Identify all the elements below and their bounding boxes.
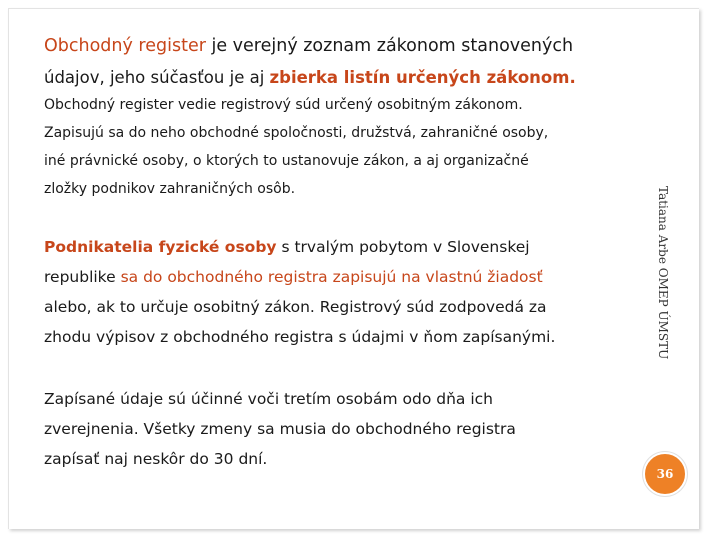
paragraph-2-line-4: zložky podnikov zahraničných osôb. (44, 181, 296, 197)
paragraph-4-line-2: zverejnenia. Všetky zmeny sa musia do obchodného registra (44, 420, 516, 438)
paragraph-2-line-3: iné právnické osoby, o ktorých to ustanovuje zákon, a aj organizačné (44, 153, 529, 169)
term-obchodny-register: Obchodný register (44, 36, 206, 56)
paragraph-1-line-2 (44, 64, 576, 92)
paragraph-3-line-2 (44, 262, 543, 292)
paragraph-3-line-1 (44, 232, 530, 262)
paragraph-2-line-2: Zapisujú sa do neho obchodné spoločnosti, družstvá, zahraničné osoby, (44, 125, 549, 141)
paragraph-3-text-1: s trvalým pobytom v Slovenskej (276, 238, 530, 256)
paragraph-3-text-2: republike (44, 268, 121, 286)
paragraph-3-line-3: alebo, ak to určuje osobitný zákon. Registrový súd zodpovedá za (44, 298, 547, 316)
paragraph-1-text: je verejný zoznam zákonom stanovených (205, 36, 574, 56)
paragraph-4-line-1: Zapísané údaje sú účinné voči tretím osobám odo dňa ich (44, 390, 493, 408)
paragraph-1-text-2: údajov, jeho súčasťou je aj (44, 68, 270, 87)
paragraph-4-line-3: zapísať naj neskôr do 30 dní. (44, 450, 268, 468)
paragraph-1-line-1 (44, 32, 573, 60)
term-podnikatelia: Podnikatelia fyzické osoby (44, 238, 277, 256)
paragraph-3-line-4: zhodu výpisov z obchodného registra s údajmi v ňom zapísanými. (44, 328, 556, 346)
page-number-badge: 36 (643, 452, 687, 496)
sidebar-author: Tatiana Arbe OMEP ÚMSTU (656, 186, 670, 360)
paragraph-3-highlight: sa do obchodného registra zapisujú na vlastnú žiadosť (120, 268, 543, 286)
term-zbierka-listin: zbierka listín určených zákonom. (269, 68, 576, 87)
paragraph-2-line-1: Obchodný register vedie registrový súd určený osobitným zákonom. (44, 97, 523, 113)
